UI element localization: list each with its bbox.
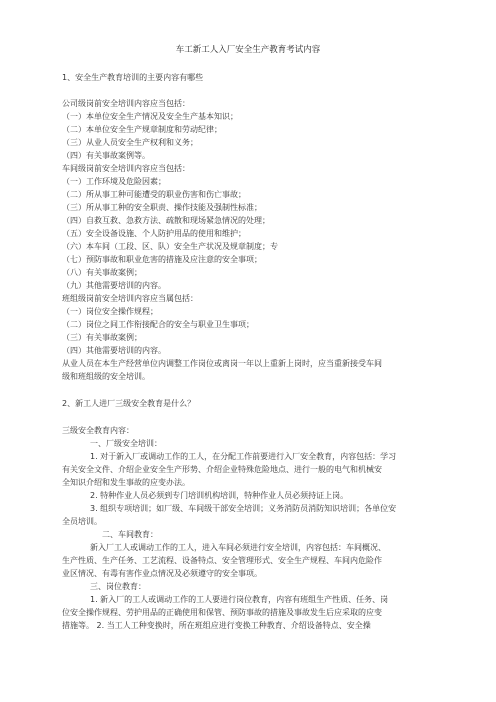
text-line: 位安全操作规程、劳护用品的正确使用和保管、预防事故的措施及事故发生后应采取的应变 xyxy=(62,608,382,617)
text-line: 全员培训。 xyxy=(62,517,102,526)
text-line: 新入厂工人或调动工作的工人，进入车间必须进行安全培训，内容包括：车间概况、 xyxy=(90,543,386,552)
text-line: （四）自救互救、急救方法、疏散和现场紧急情况的处理； xyxy=(62,216,270,225)
text-line: 3. 组织专项培训；如厂级、车间级干部安全培训；义务消防员消防知识培训；各单位安 xyxy=(90,504,397,513)
text-line: （七）预防事故和职业危害的措施及应注意的安全事项； xyxy=(62,255,262,264)
text-line: （四）有关事故案例等。 xyxy=(62,151,150,160)
text-line: 有关安全文件、介绍企业安全生产形势、介绍企业特殊危险地点、进行一般的电气和机械安 xyxy=(62,465,382,474)
text-line: （一）本单位安全生产情况及安全生产基本知识； xyxy=(62,112,238,121)
text-line: 班组级岗前安全培训内容应当属包括： xyxy=(62,294,198,303)
text-line: （五）安全设备设施、个人防护用品的使用和维护； xyxy=(62,229,246,238)
text-line: （二）岗位之间工作衔接配合的安全与职业卫生事项； xyxy=(62,320,254,329)
text-line: （九）其他需要培训的内容。 xyxy=(62,281,166,290)
text-line: （二）本单位安全生产规章制度和劳动纪律； xyxy=(62,125,222,134)
text-line: 三级安全教育内容： xyxy=(62,426,134,435)
section-heading: 三、岗位教育： xyxy=(90,582,146,591)
text-line: 从业人员在本生产经营单位内调整工作岗位或离岗一年以上重新上岗时，应当重新接受车间 xyxy=(62,359,382,368)
text-line: （三）有关事故案例； xyxy=(62,333,142,342)
text-line: （一）工作环境及危险因素； xyxy=(62,177,166,186)
text-line: 公司级岗前安全培训内容应当包括： xyxy=(62,99,190,108)
section-heading: 二、车间教育： xyxy=(102,530,158,539)
text-line: 1. 新入厂的工人或调动工作的工人要进行岗位教育，内容有班组生产性质、任务、岗 xyxy=(90,595,389,604)
section-heading: 一、厂级安全培训： xyxy=(90,439,162,448)
text-line: （四）其他需要培训的内容。 xyxy=(62,346,166,355)
question-1-heading: 1、安全生产教育培训的主要内容有哪些 xyxy=(62,73,204,82)
text-line: （一）岗位安全操作规程； xyxy=(62,307,158,316)
text-line: 生产性质、生产任务、工艺流程、设备特点、安全管理形式、安全生产规程、车间内危险作 xyxy=(62,556,382,565)
text-line: 1. 对于新入厂或调动工作的工人，在分配工作前要进行入厂安全教育，内容包括：学习 xyxy=(90,452,397,461)
text-line: （六）本车间（工段、区、队）安全生产状况及规章制度；专 xyxy=(62,242,278,251)
text-line: （三）从业人员安全生产权利和义务； xyxy=(62,138,198,147)
text-line: （三）所从事工种的安全职责、操作技能及强制性标准； xyxy=(62,203,262,212)
text-line: 全知识介绍和发生事故的应变办法。 xyxy=(62,478,190,487)
text-line: 车间级岗前安全培训内容应当包括： xyxy=(62,164,190,173)
text-line: 级和班组级的安全培训。 xyxy=(62,372,150,381)
text-line: （八）有关事故案例； xyxy=(62,268,142,277)
text-line: 措施等。 2. 当工人工种变换时，所在班组应进行变换工种教育、介绍设备特点、安全操 xyxy=(62,621,371,630)
document-title: 车工新工人入厂安全生产教育考试内容 xyxy=(175,45,321,55)
question-2-heading: 2、新工人进厂三级安全教育是什么？ xyxy=(62,399,196,408)
text-line: （二）所从事工种可能遭受的职业伤害和伤亡事故； xyxy=(62,190,246,199)
text-line: 业区情况、有毒有害作业点情况及必须遵守的安全事项。 xyxy=(62,569,262,578)
text-line: 2. 特种作业人员必须到专门培训机构培训，特种作业人员必须持证上岗。 xyxy=(90,491,349,500)
